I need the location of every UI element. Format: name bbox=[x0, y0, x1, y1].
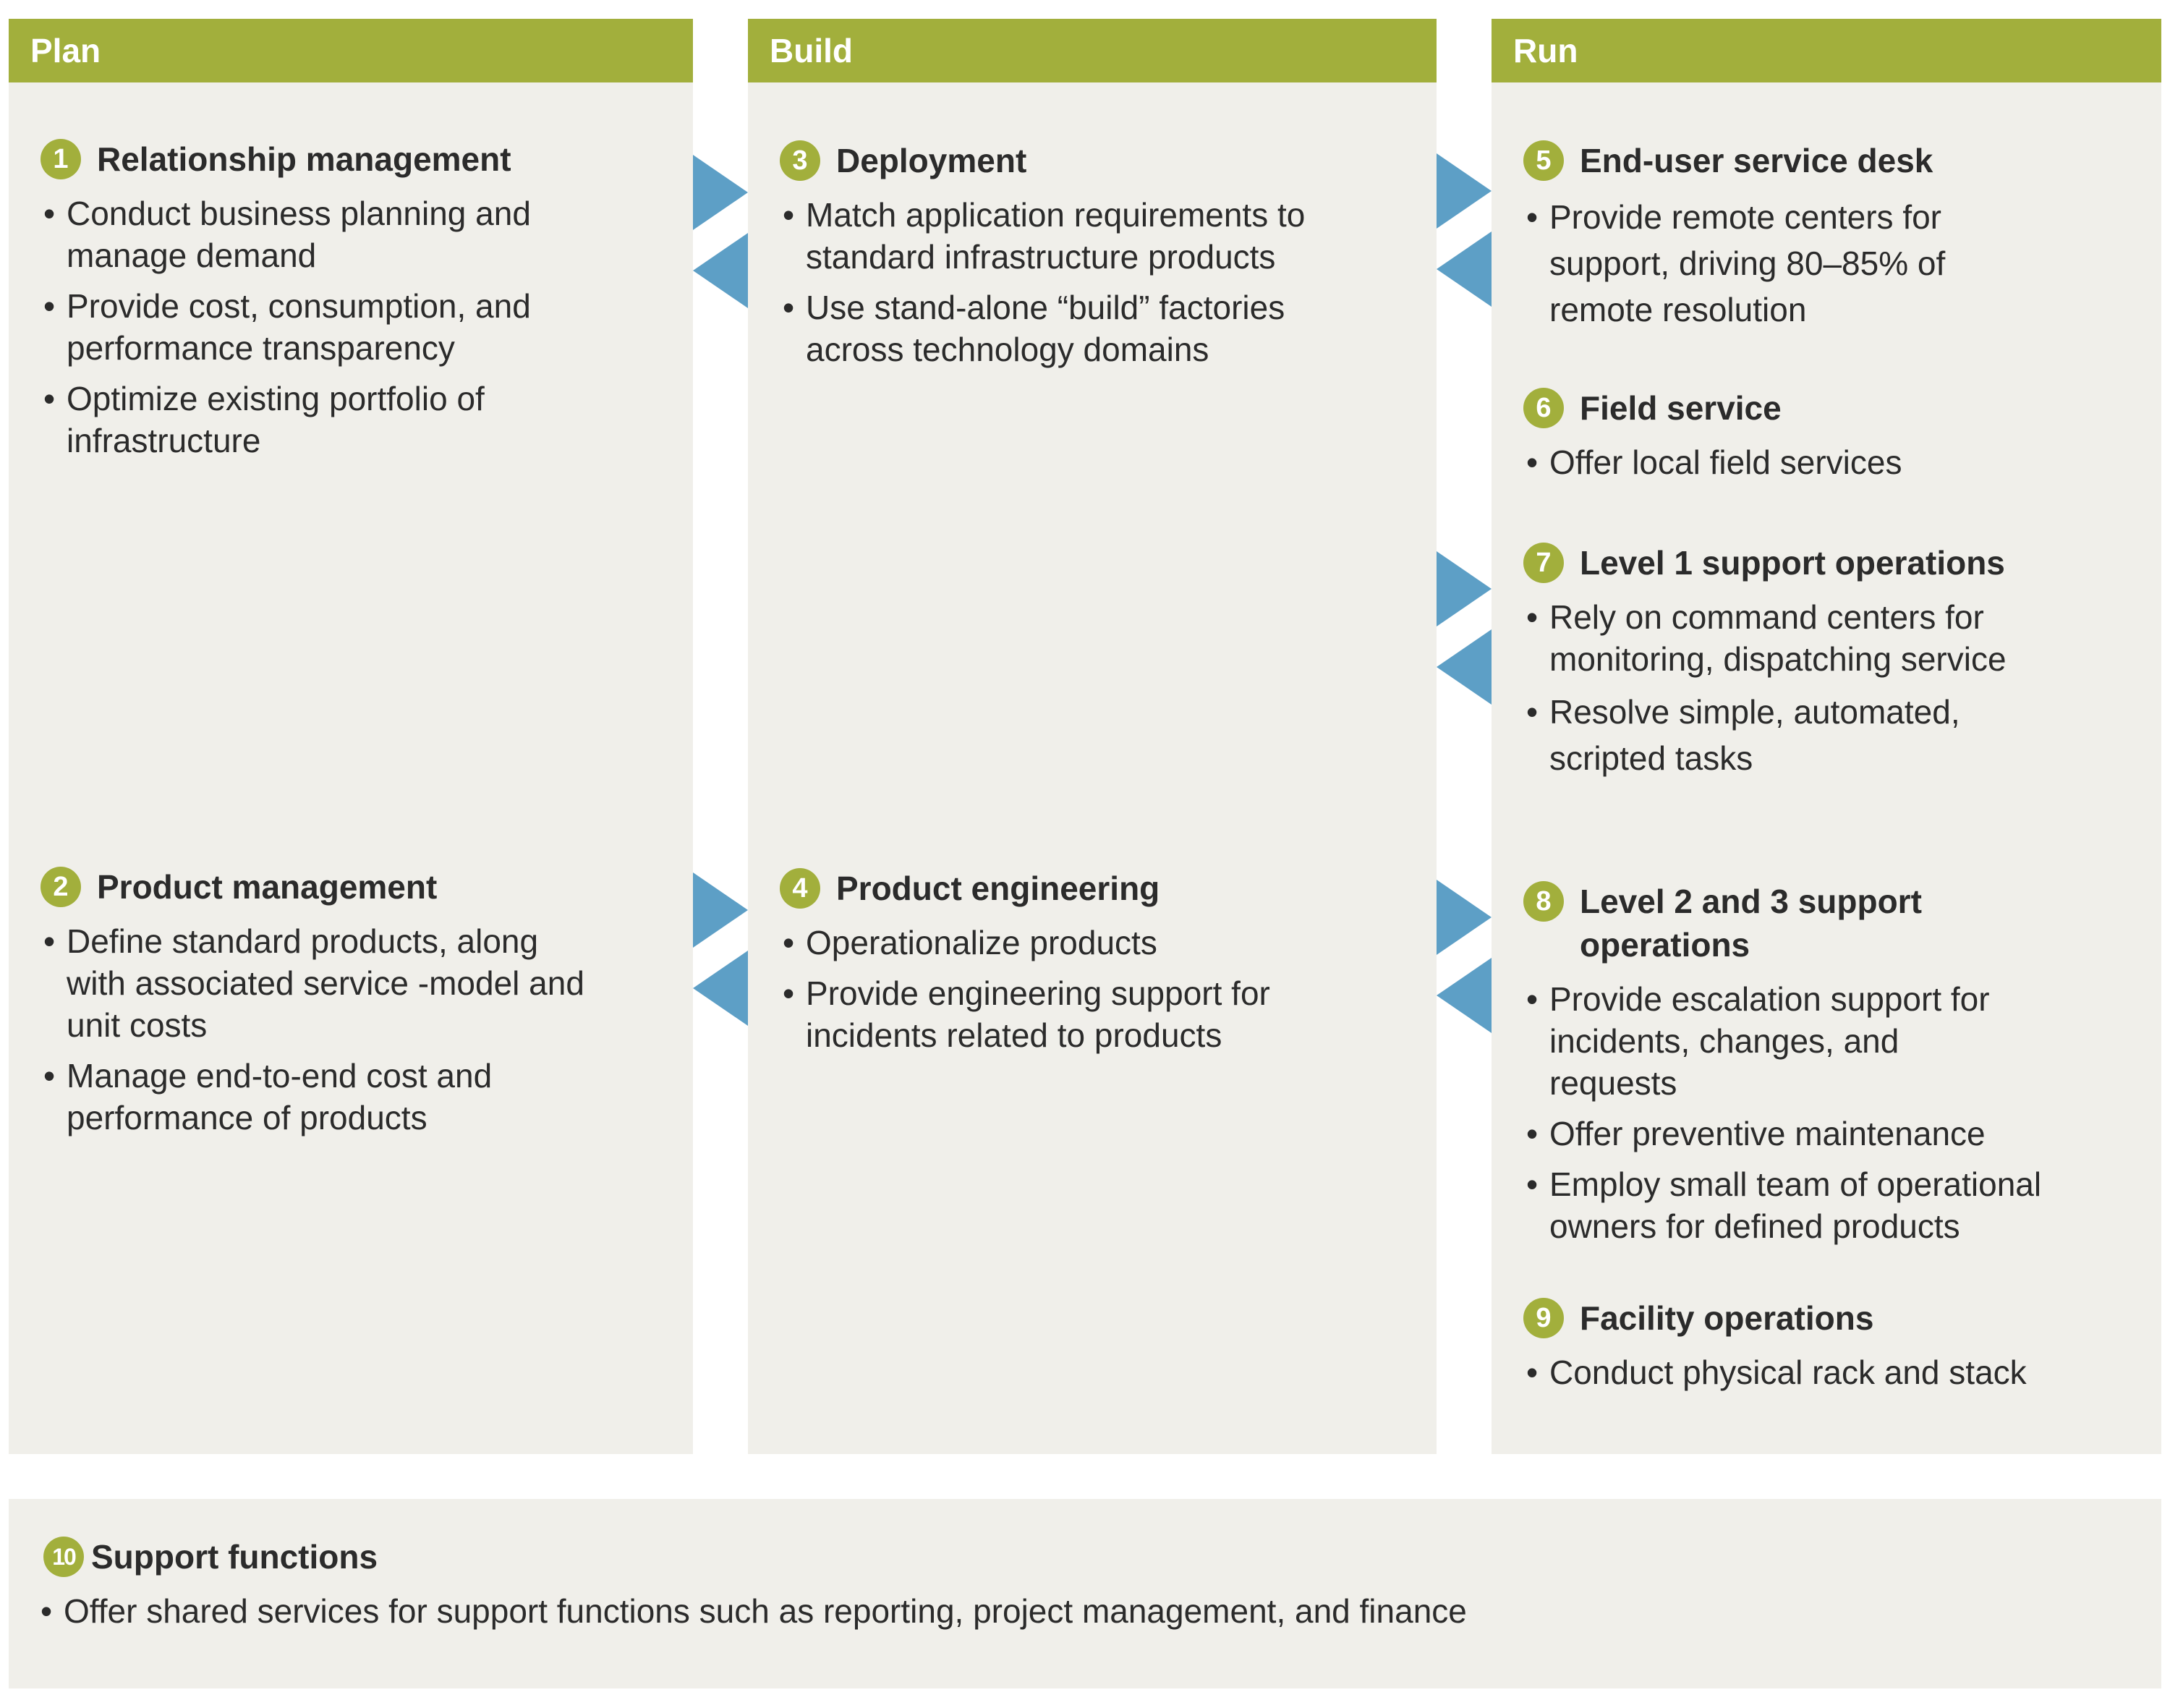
arrow-right-icon bbox=[693, 155, 748, 230]
section-title: Deployment bbox=[836, 142, 1027, 179]
arrow-left-icon bbox=[693, 233, 748, 308]
arrow-right-icon bbox=[1437, 153, 1492, 229]
arrow-right-icon bbox=[693, 872, 748, 948]
run-header: Run bbox=[1492, 19, 2161, 82]
bullet-list bbox=[1523, 1351, 2147, 1393]
bullet-list bbox=[41, 920, 650, 1139]
number-badge: 10 bbox=[43, 1537, 84, 1577]
bullet-list bbox=[780, 194, 1415, 370]
arrow-right-icon bbox=[1437, 551, 1492, 626]
plan-header: Plan bbox=[9, 19, 693, 82]
section-title: Product management bbox=[97, 868, 438, 906]
bullet-list bbox=[43, 1590, 2147, 1632]
section-relationship-management bbox=[41, 137, 650, 470]
section-title: Level 2 and 3 support operations bbox=[1580, 883, 1922, 964]
bullet-item: • Use stand-alone “build” factories across technology domains bbox=[780, 286, 1298, 370]
bullet-item: • Match application requirements to standard infrastructure products bbox=[780, 194, 1384, 278]
number-badge: 1 bbox=[41, 139, 81, 179]
arrow-right-icon bbox=[1437, 880, 1492, 955]
number-badge: 9 bbox=[1523, 1298, 1564, 1338]
section-product-engineering bbox=[780, 867, 1415, 1065]
section-level-1-support-operations bbox=[1523, 541, 2147, 790]
bullet-item: • Provide remote centers for support, driving 80–85% of remote resolution bbox=[1523, 194, 2048, 333]
arrow-left-icon bbox=[693, 951, 748, 1026]
section-title: Product engineering bbox=[836, 870, 1160, 907]
section-facility-operations bbox=[1523, 1296, 2147, 1402]
section-title: Relationship management bbox=[97, 140, 511, 178]
arrow-left-icon bbox=[1437, 958, 1492, 1033]
arrow-left-icon bbox=[1437, 231, 1492, 307]
section-deployment bbox=[780, 139, 1415, 379]
number-badge: 7 bbox=[1523, 543, 1564, 583]
run-column bbox=[1492, 19, 2161, 1454]
section-level-2-and-3-support-operations bbox=[1523, 880, 2147, 1256]
bullet-item: • Operationalize products bbox=[780, 922, 1384, 964]
bullet-item: • Rely on command centers for monitoring, dispatching service bbox=[1523, 596, 2012, 680]
arrow-left-icon bbox=[1437, 629, 1492, 705]
section-title: End-user service desk bbox=[1580, 142, 1933, 179]
plan-column bbox=[9, 19, 693, 1454]
section-title: Facility operations bbox=[1580, 1299, 1874, 1337]
bullet-item: • Conduct business planning and manage demand bbox=[41, 192, 587, 276]
section-end-user-service-desk bbox=[1523, 139, 2147, 341]
bullet-list bbox=[780, 922, 1415, 1056]
bullet-item: • Define standard products, along with associated service -model and unit costs bbox=[41, 920, 602, 1046]
number-badge: 3 bbox=[780, 140, 820, 181]
build-header: Build bbox=[748, 19, 1437, 82]
section-title: Level 1 support operations bbox=[1580, 544, 2005, 582]
section-product-management bbox=[41, 865, 650, 1147]
bullet-item: • Offer local field services bbox=[1523, 441, 2143, 483]
bullet-list bbox=[1523, 441, 2147, 483]
section-title: Field service bbox=[1580, 389, 1782, 427]
number-badge: 6 bbox=[1523, 388, 1564, 428]
bullet-item: • Provide cost, consumption, and performance transparency bbox=[41, 285, 624, 369]
support-functions-panel bbox=[9, 1499, 2161, 1688]
bullet-item: • Optimize existing portfolio of infrastructure bbox=[41, 378, 529, 462]
bullet-item: • Provide engineering support for incidents related to products bbox=[780, 972, 1384, 1056]
bullet-item: • Manage end-to-end cost and performance of products bbox=[41, 1055, 602, 1139]
bullet-list bbox=[41, 192, 650, 462]
bullet-item: • Offer shared services for support functions such as reporting, project management, and finance bbox=[38, 1590, 2147, 1632]
bullet-item: • Offer preventive maintenance bbox=[1523, 1113, 2143, 1155]
bullet-list bbox=[1523, 978, 2147, 1247]
section-support-functions bbox=[43, 1535, 2147, 1641]
number-badge: 8 bbox=[1523, 881, 1564, 922]
bullet-item: • Resolve simple, automated, scripted tasks bbox=[1523, 689, 2027, 781]
bullet-list bbox=[1523, 194, 2147, 333]
bullet-list bbox=[1523, 596, 2147, 781]
section-title: Support functions bbox=[91, 1538, 378, 1576]
build-column bbox=[748, 19, 1437, 1454]
number-badge: 4 bbox=[780, 868, 820, 909]
number-badge: 5 bbox=[1523, 140, 1564, 181]
bullet-item: • Employ small team of operational owners for defined products bbox=[1523, 1163, 2143, 1247]
bullet-item: • Provide escalation support for incidents, changes, and requests bbox=[1523, 978, 2012, 1104]
number-badge: 2 bbox=[41, 867, 81, 907]
section-field-service bbox=[1523, 386, 2147, 492]
bullet-item: • Conduct physical rack and stack bbox=[1523, 1351, 2143, 1393]
